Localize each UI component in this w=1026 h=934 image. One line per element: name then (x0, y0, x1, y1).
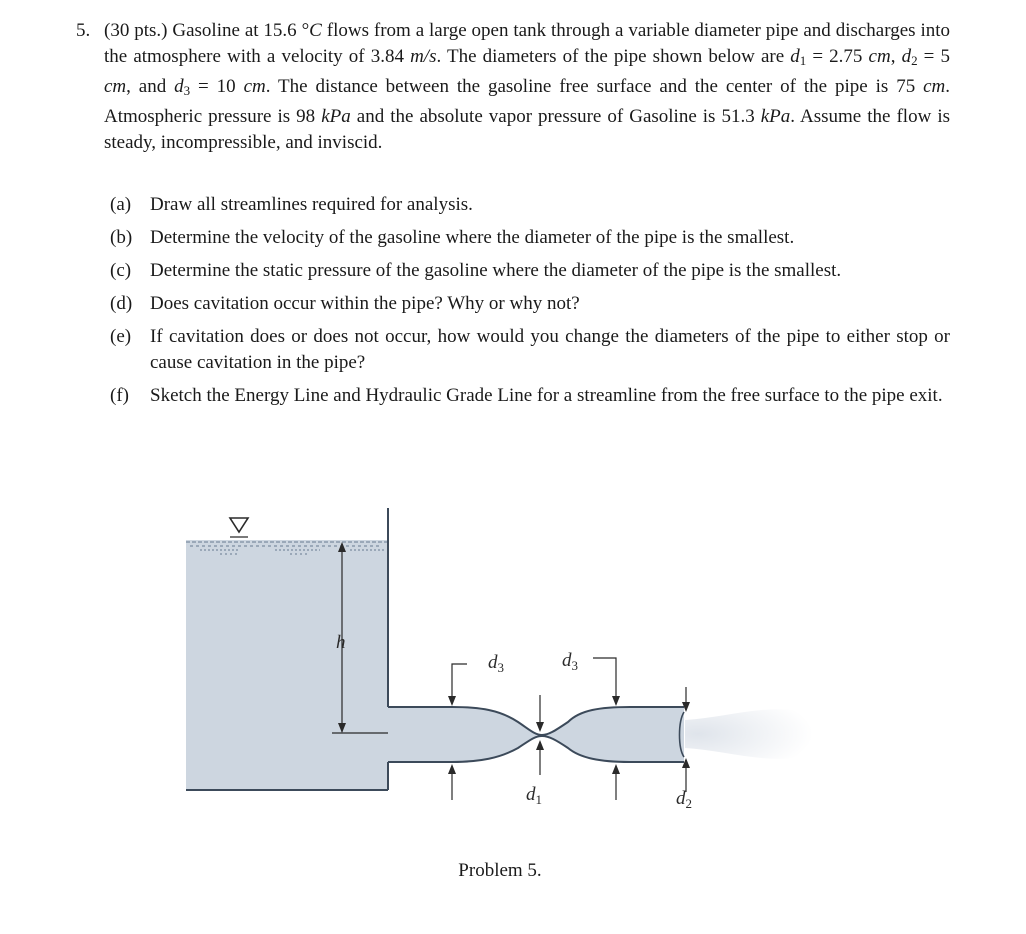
statement-text: . The diameters of the pipe shown below are (436, 46, 791, 67)
statement-text: and the absolute vapor pressure of Gasoline is 51.3 (350, 106, 761, 127)
separator: , and (126, 76, 175, 97)
length-unit: cm (868, 46, 891, 67)
part-text: Determine the velocity of the gasoline where the diameter of the pipe is the smallest. (150, 227, 795, 248)
part-text: Does cavitation occur within the pipe? Why or why not? (150, 293, 580, 314)
part-label: (f) (110, 385, 129, 406)
problem-statement (104, 18, 950, 156)
problem-parts (110, 192, 950, 416)
d1-subscript: 1 (535, 792, 542, 807)
part-e (110, 324, 950, 376)
d-symbol: d (676, 788, 686, 809)
temperature-unit: C (309, 20, 322, 41)
part-b (110, 225, 950, 251)
part-text: If cavitation does or does not occur, how would you change the diameters of the pipe to either stop or cause cavitation in the pipe? (150, 326, 950, 373)
figure-caption: Problem 5. (458, 860, 542, 881)
part-d (110, 291, 950, 317)
d3-subscript: 3 (571, 658, 578, 673)
part-text: Determine the static pressure of the gasoline where the diameter of the pipe is the smallest. (150, 260, 842, 281)
tank-pipe-figure (180, 500, 820, 820)
statement-text: . Atmospheric pressure is 98 (104, 76, 951, 127)
part-label: (a) (110, 194, 132, 215)
d3-right-arrow-up-icon (612, 764, 620, 774)
d3-left-arrow-down-icon (448, 696, 456, 706)
d-symbol: d (562, 650, 572, 671)
diameter-symbol: d (174, 76, 184, 97)
d3-subscript: 3 (497, 660, 504, 675)
d3-right-label (562, 650, 578, 673)
diameter-value: = 2.75 (806, 46, 869, 67)
d3-right-arrow-down-icon (612, 696, 620, 706)
length-unit: cm (923, 76, 946, 97)
part-f (110, 383, 950, 409)
pipe-stub-fluid (380, 707, 394, 762)
diameter-index: 3 (183, 83, 191, 98)
d-symbol: d (488, 652, 498, 673)
problem-5 (76, 18, 950, 156)
tank-fluid (186, 540, 388, 790)
discharge-jet (685, 709, 813, 759)
length-unit: cm (243, 76, 266, 97)
part-label: (d) (110, 293, 133, 314)
free-surface-triangle-icon (230, 518, 248, 532)
part-label: (b) (110, 227, 133, 248)
diameter-index: 2 (911, 53, 918, 68)
d1-arrow-down-icon (536, 722, 544, 732)
length-unit: cm (104, 76, 127, 97)
h-label: h (336, 632, 346, 653)
diameter-symbol: d (790, 46, 800, 67)
tank-pipe-diagram (180, 500, 820, 820)
part-c (110, 258, 950, 284)
d3-left-label (488, 652, 504, 675)
problem-number: 5. (76, 20, 91, 41)
pressure-unit: kPa (760, 106, 791, 127)
statement-text: Gasoline at 15.6 ° (167, 20, 310, 41)
d2-subscript: 2 (685, 796, 692, 811)
diameter-value: = 10 (190, 76, 244, 97)
d2-label (676, 788, 692, 811)
part-label: (e) (110, 326, 132, 347)
part-text: Sketch the Energy Line and Hydraulic Grade Line for a streamline from the free surface to the pipe exit. (150, 385, 943, 406)
diameter-value: = 5 (917, 46, 950, 67)
statement-text: . The distance between the gasoline free surface and the center of the pipe is 75 (265, 76, 924, 97)
d1-label (526, 784, 542, 807)
statement-text: . Assume the flow is steady, incompressible, and inviscid. (104, 106, 950, 153)
velocity-unit: m/s (410, 46, 437, 67)
pressure-unit: kPa (321, 106, 351, 127)
part-text: Draw all streamlines required for analysis. (150, 194, 473, 215)
d1-arrow-up-icon (536, 740, 544, 750)
separator: , (890, 46, 902, 67)
part-label: (c) (110, 260, 132, 281)
problem-points: (30 pts.) (104, 20, 168, 41)
d3-left-arrow-up-icon (448, 764, 456, 774)
diameter-index: 1 (799, 53, 807, 68)
part-a (110, 192, 950, 218)
statement-text: flows from a large open tank through a variable diameter pipe and discharges into the atmosphere with a velocity of 3.84 (104, 20, 950, 67)
d-symbol: d (526, 784, 536, 805)
diameter-symbol: d (901, 46, 912, 67)
